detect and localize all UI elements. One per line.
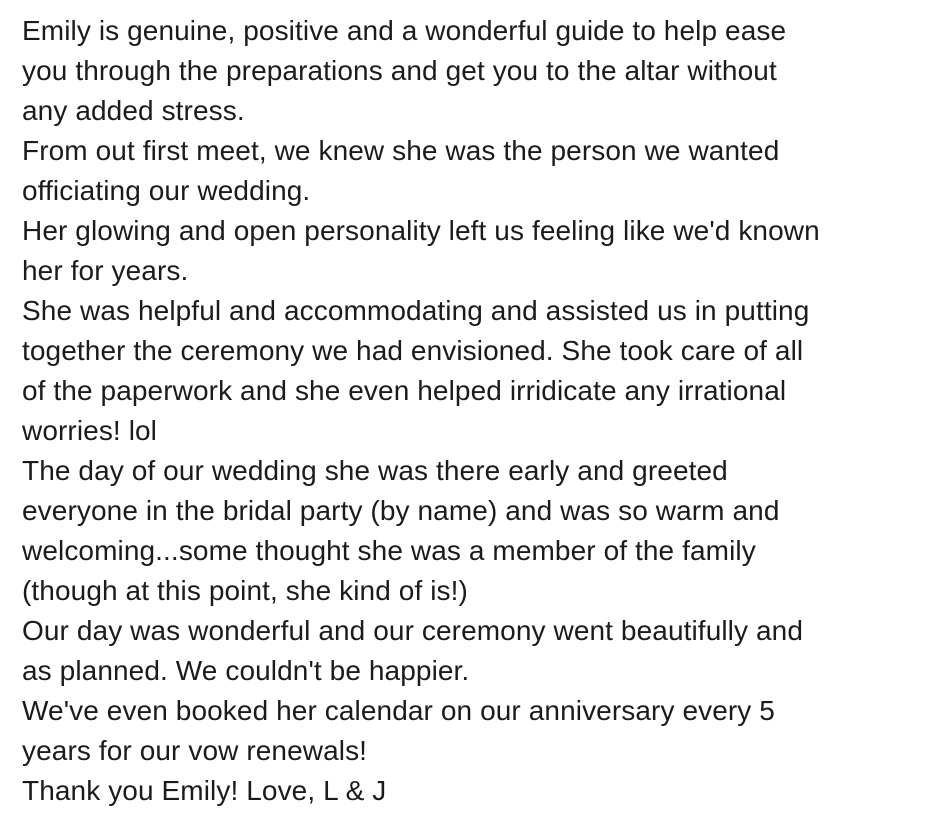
review-line: officiating our wedding. xyxy=(22,175,311,206)
review-line: From out first meet, we knew she was the person we wanted xyxy=(22,135,780,166)
review-line: of the paperwork and she even helped irridicate any irrational xyxy=(22,375,787,406)
review-line: Her glowing and open personality left us feeling like we'd known xyxy=(22,215,820,246)
review-line: you through the preparations and get you to the altar without xyxy=(22,55,777,86)
review-line: We've even booked her calendar on our anniversary every 5 xyxy=(22,695,775,726)
review-line: (though at this point, she kind of is!) xyxy=(22,575,468,606)
review-line: together the ceremony we had envisioned. She took care of all xyxy=(22,335,804,366)
review-line: as planned. We couldn't be happier. xyxy=(22,655,470,686)
review-line: She was helpful and accommodating and assisted us in putting xyxy=(22,295,810,326)
review-line: Emily is genuine, positive and a wonderful guide to help ease xyxy=(22,15,787,46)
review-line: everyone in the bridal party (by name) and was so warm and xyxy=(22,495,780,526)
review-line: years for our vow renewals! xyxy=(22,735,368,766)
review-line: Our day was wonderful and our ceremony went beautifully and xyxy=(22,615,803,646)
review-line: The day of our wedding she was there early and greeted xyxy=(22,455,728,486)
review-line: any added stress. xyxy=(22,95,245,126)
review-line: worries! lol xyxy=(22,415,158,446)
review-line: her for years. xyxy=(22,255,189,286)
review-line: welcoming...some thought she was a member of the family xyxy=(22,535,756,566)
review-line: Thank you Emily! Love, L & J xyxy=(22,775,387,806)
